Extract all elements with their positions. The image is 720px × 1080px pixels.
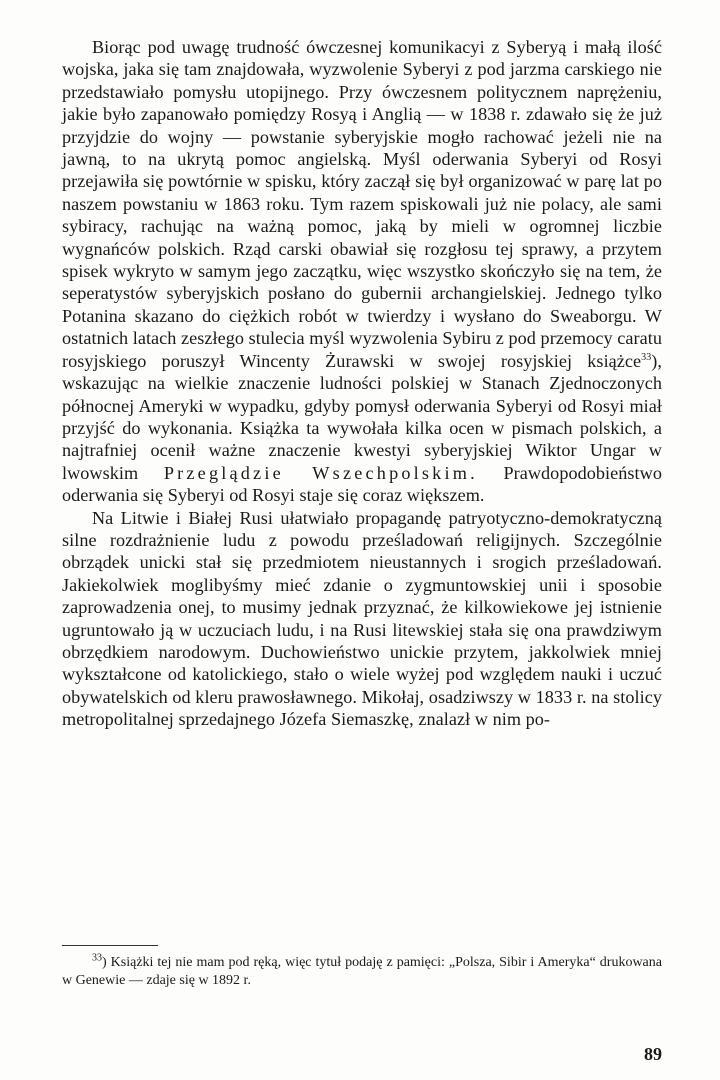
paragraph-siberia-text-1: Biorąc pod uwagę trudność ówczesnej komunikacyi z Syberyą i małą ilość wojska, jaka się tam znajdowała, wyzwolenie Syberyi z pod jarzma carskiego nie przedstawiało pomysłu utopijnego. Przy ówczesnem politycznem naprężeniu, jakie było zapanowało pomiędzy Rosyą i Anglią — w 1838 r. zdawało się że już przyjdzie do wojny — powstanie syberyjskie mogło rachować jeżeli nie na jawną, to na ukrytą pomoc angielską. Myśl oderwania Syberyi od Rosyi przejawiła się powtórnie w spisku, który zaczął się był organizować w parę lat po naszem powstaniu w 1863 roku. Tym razem spiskowali już nie polacy, ale sami sybiracy, rachując na ważną pomoc, jaką by mieli w ogromnej liczbie wygnańców polskich. Rząd carski obawiał się rozgłosu tej sprawy, a przytem spisek wykryto w samym jego zaczątku, więc wszystko skończyło się na tem, że seperatystów syberyjskich posłano do gubernii archangielskiej. Jednego tylko Potanina skazano do ciężkich robót w twierdzy i wysłano do Sweaborgu. W ostatnich latach zeszłego stulecia myśl wyzwolenia Sybiru z pod przemocy caratu rosyjskiego poruszył Wincenty Żurawski w swojej rosyjskiej książce (62, 37, 662, 371)
footnote-marker: 33 (92, 952, 102, 964)
footnote (62, 954, 662, 989)
paragraph-siberia-text-3: Prawdopodobieństwo oderwania się Syberyi od Rosyi staje się coraz większem. (62, 462, 662, 506)
paragraph-lithuania: Na Litwie i Białej Rusi ułatwiało propagandę patryotyczno-demokratyczną silne rozdrażnienie ludu z powodu prześladowań religijnych. Szczególnie obrządek unicki stał się przedmiotem nieustannych i srogich prześladowań. Jakiekolwiek moglibyśmy mieć zdanie o zygmuntowskiej unii i sposobie zaprowadzenia onej, to musimy jednak przyznać, że kilkowiekowe jej istnienie ugruntowało ją w uczuciach ludu, i na Rusi litewskiej stała się ona prawdziwym obrzędkiem narodowym. Duchowieństwo unickie przytem, jakkolwiek mniej wykształcone od katolickiego, stało o wiele wyżej pod względem nauki i uczuć obywatelskich od kleru prawosławnego. Mikołaj, osadziwszy w 1833 r. na stolicy metropolitalnej sprzedajnego Józefa Siemaszkę, znalazł w nim po- (62, 507, 662, 730)
book-page (62, 36, 662, 1066)
journal-title-spaced: Przeglądzie Wszechpolskim. (163, 462, 478, 483)
footnote-text: ) Książki tej nie mam pod ręką, więc tytuł podaję z pamięci: „Polsza, Sibir i Ameryka“ drukowana w Genewie — zdaje się w 1892 r. (62, 955, 662, 988)
footnote-reference: 33 (641, 351, 652, 363)
paragraph-siberia (62, 36, 662, 507)
footnote-divider (62, 945, 158, 946)
paragraph-siberia-text-2: ), wskazując na wielkie znaczenie ludności polskiej w Stanach Zjednoczonych północnej Ameryki w wypadku, gdyby pomysł oderwania Syberyi od Rosyi miał przyjść do wykonania. Książka ta wywołała kilka ocen w pismach polskich, a najtrafniej ocenił ważne znaczenie kwestyi syberyjskiej Wiktor Ungar w lwowskim (62, 350, 662, 483)
page-number: 89 (644, 1044, 662, 1064)
